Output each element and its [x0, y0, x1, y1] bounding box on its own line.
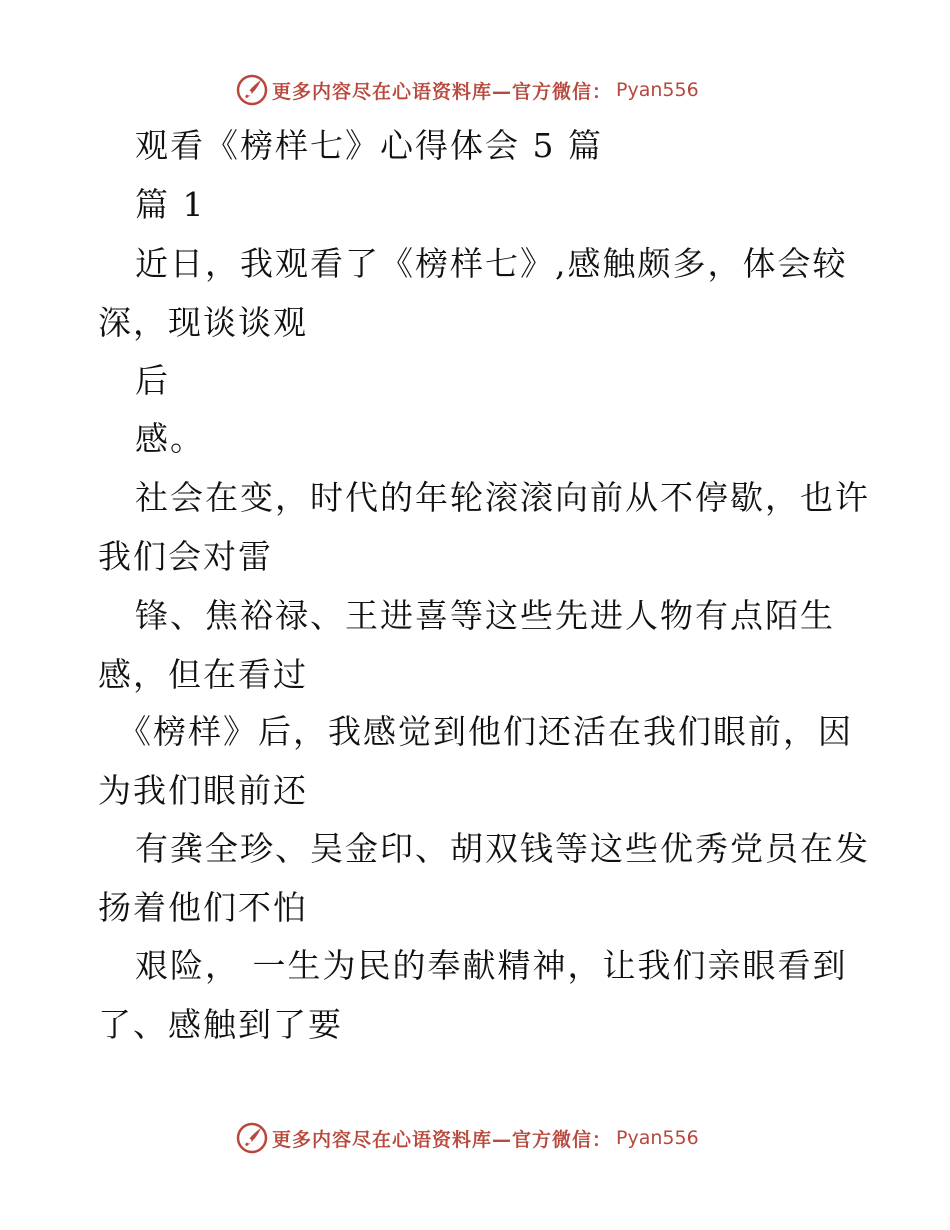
paragraph-line: 《榜样》后，我感觉到他们还活在我们眼前，因 — [118, 712, 853, 751]
watermark-text: 更多内容尽在心语资料库—官方微信： — [272, 80, 613, 103]
paragraph-line: 我们会对雷 — [98, 537, 273, 576]
paragraph-line: 近日，我观看了《榜样七》,感触颇多，体会较 — [135, 244, 848, 283]
paragraph-line: 为我们眼前还 — [98, 771, 308, 810]
watermark-text: 更多内容尽在心语资料库—官方微信： — [272, 1128, 613, 1151]
document-title: 观看《榜样七》心得体会 5 篇 — [135, 126, 603, 165]
paragraph-line: 锋、焦裕禄、王进喜等这些先进人物有点陌生 — [135, 596, 835, 635]
paragraph-line: 社会在变，时代的年轮滚滚向前从不停歇，也许 — [135, 478, 870, 517]
watermark-wechat-id: Pyan556 — [616, 79, 699, 101]
quill-seal-icon — [236, 74, 268, 106]
watermark-banner-top — [236, 70, 699, 110]
paragraph-line: 感，但在看过 — [98, 655, 308, 694]
paragraph-line: 了、感触到了要 — [98, 1005, 343, 1044]
paragraph-line: 扬着他们不怕 — [98, 888, 308, 927]
paragraph-line: 艰险， 一生为民的奉献精神，让我们亲眼看到 — [135, 946, 848, 985]
quill-seal-icon — [236, 1122, 268, 1154]
paragraph-line: 感。 — [135, 419, 205, 458]
watermark-wechat-id: Pyan556 — [616, 1127, 699, 1149]
paragraph-line: 后 — [135, 361, 170, 400]
paragraph-line: 深，现谈谈观 — [98, 303, 308, 342]
watermark-banner-bottom — [236, 1118, 699, 1158]
paragraph-line: 有龚全珍、吴金印、胡双钱等这些优秀党员在发 — [135, 829, 870, 868]
section-heading: 篇 1 — [135, 185, 206, 224]
